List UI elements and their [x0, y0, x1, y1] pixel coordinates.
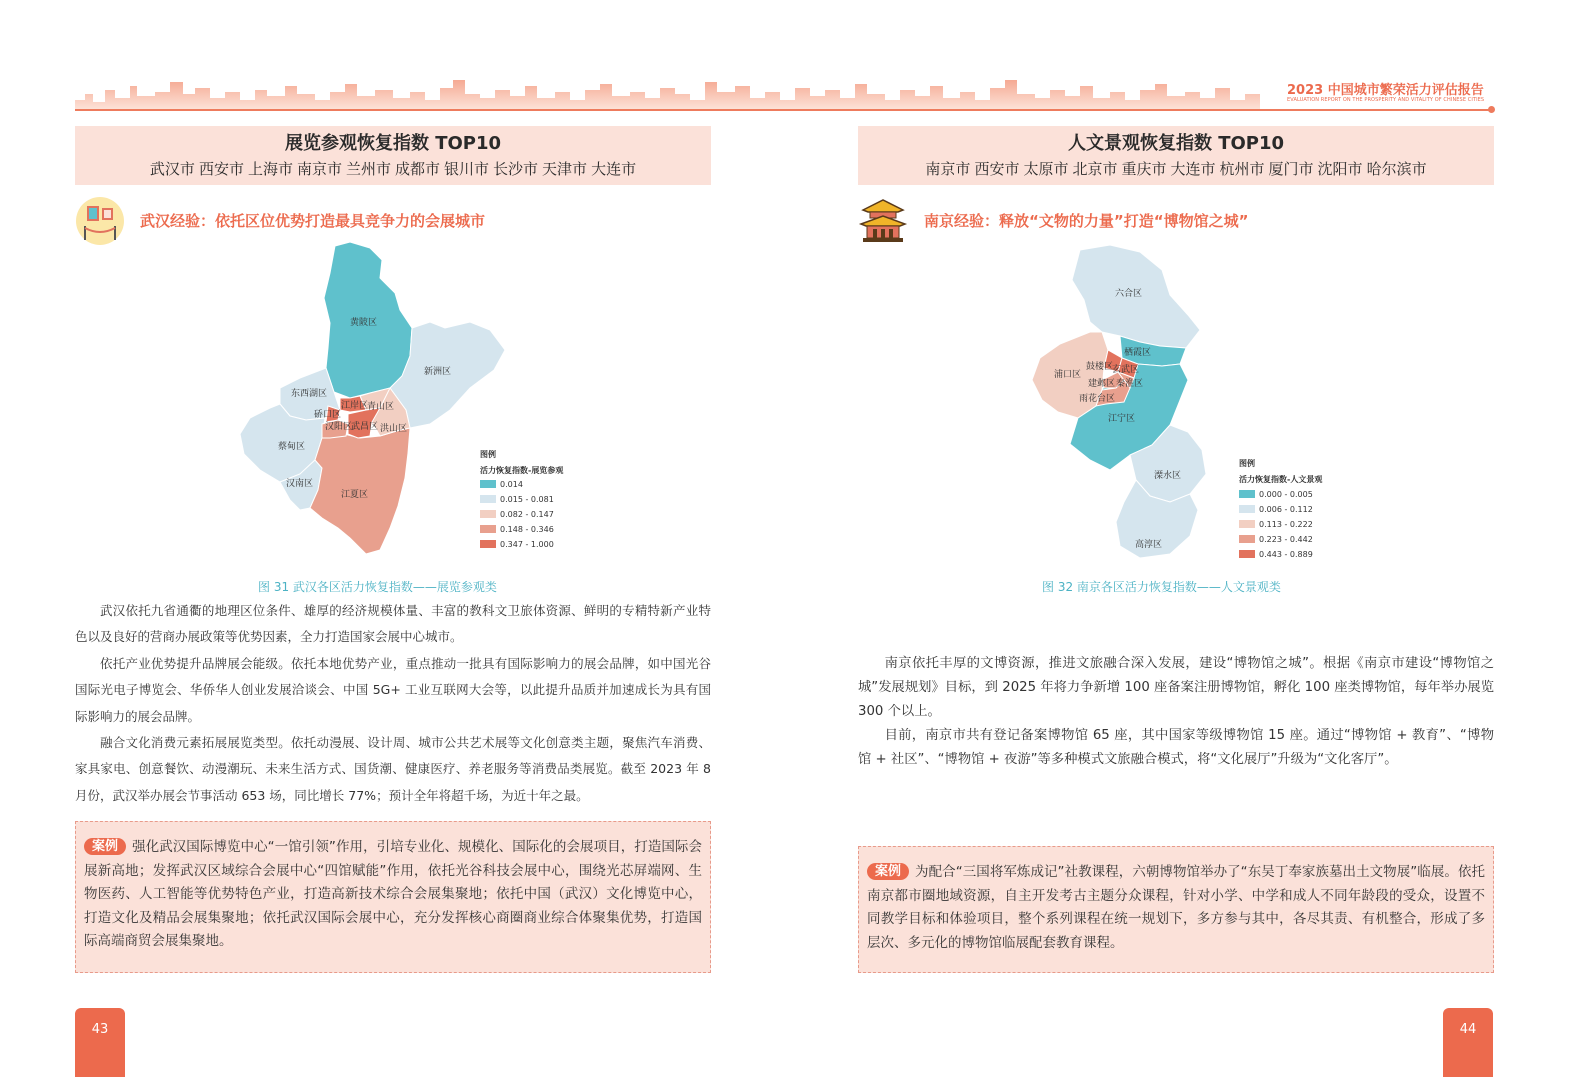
district-label: 栖霞区 — [1124, 348, 1152, 358]
district-label: 东西湖区 — [291, 389, 328, 399]
district-label: 鼓楼区 — [1086, 362, 1114, 372]
legend-swatch — [1239, 550, 1255, 558]
district-label: 洪山区 — [380, 424, 408, 434]
legend-swatch — [480, 510, 496, 518]
city-skyline-decoration — [75, 72, 1260, 110]
left-top10-title: 展览参观恢复指数 TOP10 — [284, 133, 502, 154]
city-name: 上海市 — [247, 160, 293, 178]
legend-swatch — [1239, 520, 1255, 528]
legend-swatch — [1239, 535, 1255, 543]
district-label: 玄武区 — [1112, 365, 1140, 375]
city-name: 哈尔滨市 — [1366, 160, 1427, 178]
district-label: 溧水区 — [1154, 471, 1182, 481]
district-label: 雨花台区 — [1079, 394, 1116, 404]
right-top10-box — [858, 126, 1494, 185]
case-badge: 案例 — [84, 838, 126, 855]
city-name: 长沙市 — [493, 160, 539, 178]
district-label: 高淳区 — [1135, 540, 1163, 550]
legend-swatch — [480, 495, 496, 503]
left-figure-caption: 图 31 武汉各区活力恢复指数——展览参观类 — [258, 580, 497, 594]
legend-swatch — [1239, 505, 1255, 513]
district-label: 汉阳区 — [325, 422, 353, 432]
left-top10-box — [75, 126, 711, 185]
legend-label: 0.223 - 0.442 — [1259, 535, 1313, 544]
case-text: 强化武汉国际博览中心“一馆引领”作用，引培专业化、规模化、国际化的会展项目，打造国际会展新高地；发挥武汉区域综合会展中心“四馆赋能”作用，依托光谷科技会展中心，围绕光芯屏端网、生物医药、人工智能等优势特色产业，打造高新技术综合会展集聚地；依托中国（武汉）文化博览中心，打造文化及精品会展集聚地；依托武汉国际会展中心，充分发挥核心商圈商业综合体聚集优势，打造国际高端商贸会展集聚地。 — [84, 839, 702, 950]
city-name: 重庆市 — [1121, 160, 1167, 178]
left-body-text — [75, 598, 711, 809]
city-name: 大连市 — [1170, 160, 1216, 178]
district-label: 江夏区 — [341, 490, 369, 500]
header-rule — [75, 109, 1493, 111]
left-top10-cities — [75, 159, 711, 179]
left-case-box — [75, 821, 711, 973]
district-label: 新洲区 — [424, 367, 452, 377]
legend-subtitle: 活力恢复指数-人文景观 — [1239, 475, 1323, 484]
legend-subtitle: 活力恢复指数-展览参观 — [480, 466, 564, 475]
district-label: 浦口区 — [1054, 370, 1082, 380]
right-figure-caption: 图 32 南京各区活力恢复指数——人文景观类 — [1042, 580, 1281, 594]
paragraph: 武汉依托九省通衢的地理区位条件、雄厚的经济规模体量、丰富的教科文卫旅体资源、鲜明的专精特新产业特色以及良好的营商办展政策等优势因素，全力打造国家会展中心城市。 — [75, 603, 711, 645]
district-label: 青山区 — [367, 402, 395, 412]
left-experience-title: 武汉经验：依托区位优势打造最具竞争力的会展城市 — [140, 212, 486, 230]
city-name: 沈阳市 — [1317, 160, 1363, 178]
legend-label: 0.347 - 1.000 — [500, 540, 554, 549]
legend-label: 0.443 - 0.889 — [1259, 550, 1313, 559]
district-label: 六合区 — [1115, 289, 1143, 299]
legend-swatch — [1239, 490, 1255, 498]
city-name: 西安市 — [198, 160, 244, 178]
page-number-right: 44 — [1443, 1008, 1493, 1077]
right-body-text — [858, 652, 1494, 772]
paragraph: 依托产业优势提升品牌展会能级。依托本地优势产业，重点推动一批具有国际影响力的展会品牌，如中国光谷国际光电子博览会、华侨华人创业发展洽谈会、中国 5G+ 工业互联网大会等，以此提升品质并加速成长为具有国际影响力的展会品牌。 — [75, 655, 711, 724]
exhibition-icon — [75, 196, 125, 246]
legend-swatch — [480, 525, 496, 533]
city-name: 南京市 — [925, 160, 971, 178]
district-label: 建邺区 — [1088, 379, 1116, 389]
pagoda-icon — [858, 196, 908, 246]
legend-heading: 图例 — [480, 450, 496, 459]
legend-label: 0.113 - 0.222 — [1259, 520, 1313, 529]
district-label: 江宁区 — [1108, 414, 1136, 424]
nanjing-district-map — [1020, 240, 1350, 570]
city-name: 杭州市 — [1219, 160, 1265, 178]
paragraph: 南京依托丰厚的文博资源，推进文旅融合深入发展，建设“博物馆之城”。根据《南京市建设“博物馆之城”发展规划》目标，到 2025 年将力争新增 100 座备案注册博物馆，孵化 100 座类博物馆，每年举办展览 300 个以上。 — [858, 656, 1494, 719]
city-name: 西安市 — [974, 160, 1020, 178]
district-label: 秦淮区 — [1116, 379, 1144, 389]
legend-swatch — [480, 540, 496, 548]
report-title: 2023 中国城市繁荣活力评估报告 — [1287, 83, 1484, 98]
right-top10-title: 人文景观恢复指数 TOP10 — [1067, 133, 1285, 154]
city-name: 大连市 — [591, 160, 637, 178]
district-label: 硚口区 — [314, 410, 342, 420]
city-name: 天津市 — [542, 160, 588, 178]
legend-label: 0.148 - 0.346 — [500, 525, 554, 534]
report-subtitle: EVALUATION REPORT ON THE PROSPERITY AND VITALITY OF CHINESE CITIES — [1287, 97, 1485, 103]
city-name: 银川市 — [444, 160, 490, 178]
paragraph: 目前，南京市共有登记备案博物馆 65 座，其中国家等级博物馆 15 座。通过“博物馆 + 教育”、“博物馆 + 社区”、“博物馆 + 夜游”等多种模式文旅融合模式，将“文化展厅”升级为“文化客厅”。 — [858, 728, 1494, 767]
page-number-left: 43 — [75, 1008, 125, 1077]
legend-swatch — [480, 480, 496, 488]
right-experience-title: 南京经验：释放“文物的力量”打造“博物馆之城” — [924, 212, 1249, 230]
legend-label: 0.082 - 0.147 — [500, 510, 554, 519]
city-name: 太原市 — [1023, 160, 1069, 178]
legend-label: 0.015 - 0.081 — [500, 495, 554, 504]
city-name: 厦门市 — [1268, 160, 1314, 178]
legend-label: 0.000 - 0.005 — [1259, 490, 1313, 499]
case-badge: 案例 — [867, 863, 909, 880]
district-label: 武昌区 — [351, 422, 379, 432]
city-name: 兰州市 — [345, 160, 391, 178]
paragraph: 融合文化消费元素拓展展览类型。依托动漫展、设计周、城市公共艺术展等文化创意类主题，聚焦汽车消费、家具家电、创意餐饮、动漫潮玩、未来生活方式、国货潮、健康医疗、养老服务等消费品类展览。截至 2023 年 8 月份，武汉举办展会节事活动 653 场，同比增长 77%；预计全年将超千场，为近十年之最。 — [75, 735, 711, 803]
right-top10-cities — [858, 159, 1494, 179]
right-case-box — [858, 846, 1494, 973]
case-text: 为配合“三国将军炼成记”社教课程，六朝博物馆举办了“东吴丁奉家族墓出土文物展”临展。依托南京都市圈地域资源，自主开发考古主题分众课程，针对小学、中学和成人不同年龄段的受众，设置不同教学目标和体验项目，整个系列课程在统一规划下，多方参与其中，各尽其责、有机整合，形成了多层次、多元化的博物馆临展配套教育课程。 — [867, 864, 1485, 951]
wuhan-district-map — [230, 238, 590, 558]
district-label: 江岸区 — [341, 401, 369, 411]
city-name: 南京市 — [296, 160, 342, 178]
city-name: 北京市 — [1072, 160, 1118, 178]
legend-heading: 图例 — [1239, 459, 1255, 468]
legend-label: 0.014 — [500, 480, 523, 489]
header-rule-dot — [1488, 106, 1495, 113]
district-label: 黄陂区 — [350, 318, 378, 328]
district-label: 蔡甸区 — [278, 442, 306, 452]
district-label: 汉南区 — [286, 479, 314, 489]
city-name: 武汉市 — [149, 160, 195, 178]
city-name: 成都市 — [395, 160, 441, 178]
legend-label: 0.006 - 0.112 — [1259, 505, 1313, 514]
